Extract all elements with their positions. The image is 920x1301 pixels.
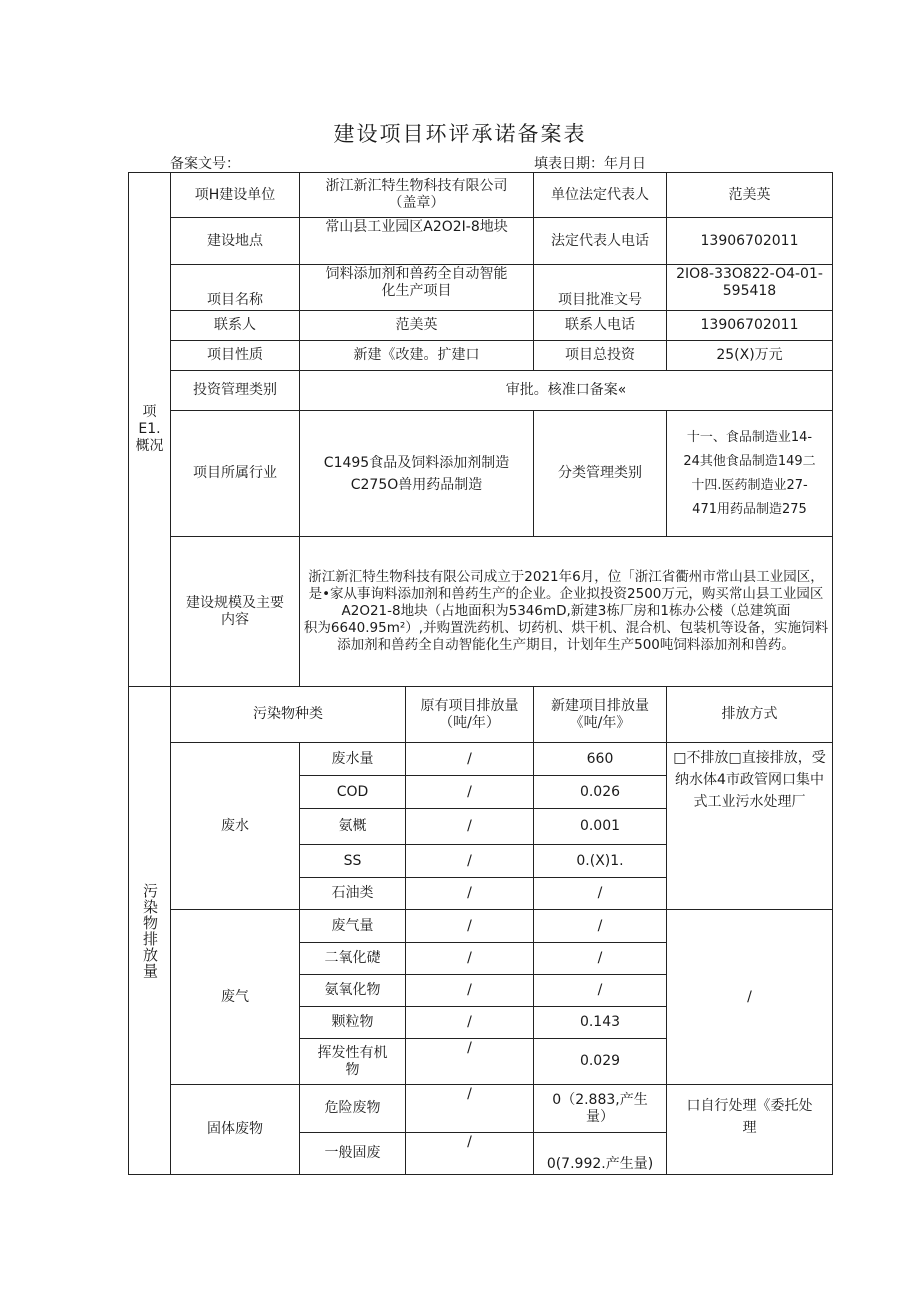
pollutant-name: 氨概 [300,809,406,845]
document-title: 建设项目环评承诺备案表 [333,122,587,146]
project-name-value: 饲料添加剂和兽药全自动智能 化生产项目 [300,265,534,311]
investment-value: 25(X)万元 [667,341,833,371]
discharge-method-header: 排放方式 [667,687,833,743]
exhaust-method: / [667,910,833,1085]
investment-label: 项目总投资 [534,341,667,371]
nature-value: 新建《改建。扩建口 [300,341,534,371]
class-value: 十一、食品制造业14- 24其他食品制造149二 十四.医药制造业27- 471用药品制造275 [667,411,833,537]
wastewater-label: 废水 [171,743,300,910]
new-value: / [534,910,667,943]
site-value: 常山县工业园区A2O2I-8地块 [300,218,534,265]
scale-label: 建设规模及主要 内容 [171,537,300,687]
emissions-side-label: 污染物排放量 [129,687,171,1175]
existing-value: / [406,809,534,845]
scale-value: 浙江新汇特生物科技有限公司成立于2021年6月，位「浙江省衢州市常山县工业园区，是•家从事询料添加剂和兽药生产的企业。企业拟投资2500万元，购买常山县工业园区A2O21-8地块（占地面积为5346mD,新建3栋厂房和1栋办公楼（总建筑面 积为6640.95m²）,并购置洗药机、切药机、烘干机、混合机、包装机等设备，实施饲料添加剂和兽药全自动智能化生产期目，计划年生产500吨饲料添加剂和兽药。 [300,537,833,687]
pollutant-type-header: 污染物种类 [171,687,406,743]
existing-value: / [406,878,534,910]
pollutant-name: 废气量 [300,910,406,943]
pollutant-name: 石油类 [300,878,406,910]
fill-date-label: 填表日期：年月日 [534,156,646,172]
nature-label: 项目性质 [171,341,300,371]
site-label: 建设地点 [171,218,300,265]
existing-value: / [406,1085,534,1133]
rep-phone-value: 13906702011 [667,218,833,265]
pollutant-name: 二氧化礎 [300,943,406,975]
wastewater-method: □不排放□直接排放，受纳水体4市政管网口集中式工业污水处理厂 [667,743,833,910]
new-emission-header: 新建项目排放量 《吨/年》 [534,687,667,743]
new-value: 0（2.883,产生 量） [534,1085,667,1133]
pollutant-name: 一般固废 [300,1133,406,1175]
legal-rep-value: 范美英 [667,173,833,218]
new-value: 0.001 [534,809,667,845]
pollutant-name: 挥发性有机 物 [300,1039,406,1085]
existing-value: / [406,975,534,1007]
project-name-label: 项目名称 [171,265,300,311]
industry-value: C1495食品及饲料添加剂制造 C275O兽用药品制造 [300,411,534,537]
new-value: / [534,878,667,910]
filing-form-table [128,172,833,1175]
pollutant-name: 废水量 [300,743,406,776]
new-value: 0.026 [534,776,667,809]
approval-value: 2IO8-33O822-O4-01- 595418 [667,265,833,311]
existing-emission-header: 原有项目排放量 （吨/年） [406,687,534,743]
exhaust-label: 废气 [171,910,300,1085]
unit-value: 浙江新汇特生物科技有限公司 （盖章） [300,173,534,218]
new-value: 0.(X)1. [534,845,667,878]
mgmt-type-label: 投资管理类别 [171,371,300,411]
new-value: 0.143 [534,1007,667,1039]
existing-value: / [406,1133,534,1175]
existing-value: / [406,845,534,878]
new-value: 0(7.992.产生量) [534,1133,667,1175]
solid-waste-label: 固体废物 [171,1085,300,1175]
existing-value: / [406,910,534,943]
new-value: / [534,943,667,975]
industry-label: 项目所属行业 [171,411,300,537]
contact-phone-label: 联系人电话 [534,311,667,341]
new-value: 660 [534,743,667,776]
contact-phone-value: 13906702011 [667,311,833,341]
new-value: / [534,975,667,1007]
existing-value: / [406,1039,534,1085]
existing-value: / [406,743,534,776]
legal-rep-label: 单位法定代表人 [534,173,667,218]
pollutant-name: 氨氧化物 [300,975,406,1007]
overview-side-label: 项 E1. 概况 [129,173,171,687]
pollutant-name: SS [300,845,406,878]
filing-number-label: 备案文号： [170,156,240,172]
existing-value: / [406,776,534,809]
unit-label: 项H建设单位 [171,173,300,218]
rep-phone-label: 法定代表人电话 [534,218,667,265]
contact-label: 联系人 [171,311,300,341]
approval-label: 项目批准文号 [534,265,667,311]
mgmt-type-value: 审批。核准口备案« [300,371,833,411]
pollutant-name: 危险废物 [300,1085,406,1133]
contact-value: 范美英 [300,311,534,341]
pollutant-name: 颗粒物 [300,1007,406,1039]
pollutant-name: COD [300,776,406,809]
existing-value: / [406,1007,534,1039]
existing-value: / [406,943,534,975]
solid-waste-method: 口自行处理《委托处 理 [667,1085,833,1175]
new-value: 0.029 [534,1039,667,1085]
class-label: 分类管理类别 [534,411,667,537]
